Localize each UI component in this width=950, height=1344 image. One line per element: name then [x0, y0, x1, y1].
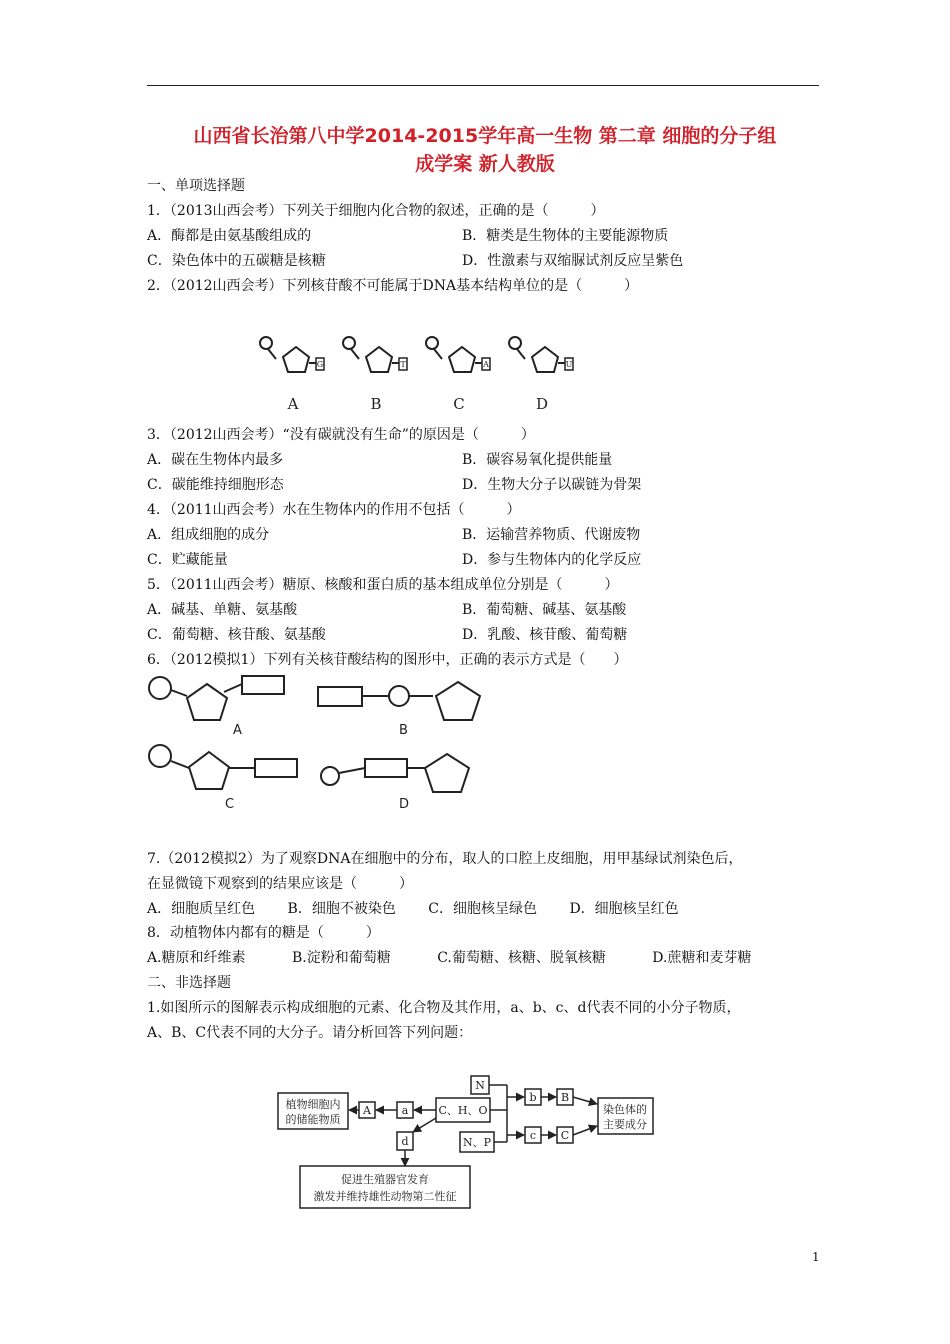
q5-option-a: A．碱基、单糖、氨基酸 [147, 602, 298, 618]
small-molecule-c: c [529, 1129, 537, 1142]
q2-nucleotide-a [260, 337, 324, 413]
q2-base-d: U [565, 360, 573, 369]
function-text-1: 促进生殖器官发育 [341, 1173, 429, 1186]
q1-option-d: D．性激素与双缩脲试剂反应呈紫色 [462, 253, 684, 269]
q5-option-d: D．乳酸、核苷酸、葡萄糖 [462, 627, 628, 643]
q3-option-d: D．生物大分子以碳链为骨架 [462, 477, 642, 493]
macromolecule-c: C [560, 1129, 570, 1142]
q5-stem: 5．（2011山西会考）糖原、核酸和蛋白质的基本组成单位分别是（ ） [147, 577, 619, 593]
q6-option-d-figure [321, 754, 469, 812]
page-number: 1 [812, 1250, 820, 1264]
small-molecule-a: a [401, 1104, 409, 1117]
section-heading-1: 一、单项选择题 [147, 178, 245, 194]
q1-option-a: A．酶都是由氨基酸组成的 [147, 228, 312, 244]
q2-stem: 2．（2012山西会考）下列核苷酸不可能属于DNA基本结构单位的是（ ） [147, 278, 639, 294]
nq1-stem-line-2: A、B、C代表不同的大分子。请分析回答下列问题： [147, 1025, 473, 1041]
title-line-1: 山西省长治第八中学2014-2015学年高一生物 第二章 细胞的分子组 [193, 125, 777, 147]
small-molecule-b: b [529, 1091, 537, 1104]
q6-label-d: D [399, 797, 410, 812]
np-elements: N、P [462, 1136, 492, 1149]
q2-nucleotide-b [343, 337, 407, 413]
q8-options: A.糖原和纤维素 B.淀粉和葡萄糖 C.葡萄糖、核糖、脱氧核糖 D.蔗糖和麦芽糖 [147, 950, 752, 966]
q2-nucleotide-figure [250, 325, 590, 420]
q6-structure-figure [145, 672, 495, 817]
q2-label-c: C [453, 395, 465, 413]
q2-label-b: B [370, 395, 382, 413]
q2-label-d: D [535, 395, 549, 413]
q6-stem: 6．（2012模拟1）下列有关核苷酸结构的图形中，正确的表示方式是（ ） [147, 652, 628, 668]
title-line-2: 成学案 新人教版 [415, 153, 555, 175]
q6-option-b-figure [318, 682, 480, 738]
header-rule [147, 85, 819, 86]
q7-stem-line-2: 在显微镜下观察到的结果应该是（ ） [147, 876, 413, 892]
q4-option-d: D．参与生物体内的化学反应 [462, 552, 642, 568]
q6-option-a-figure [149, 676, 284, 738]
q5-option-c: C．葡萄糖、核苷酸、氨基酸 [147, 627, 326, 643]
q1-stem: 1．（2013山西会考）下列关于细胞内化合物的叙述，正确的是（ ） [147, 203, 605, 219]
q3-stem: 3．（2012山西会考）“没有碳就没有生命”的原因是（ ） [147, 427, 535, 443]
q7-stem-line-1: 7.（2012模拟2）为了观察DNA在细胞中的分布，取人的口腔上皮细胞，用甲基绿试剂染色后， [147, 851, 743, 867]
function-text-2: 激发并维持雄性动物第二性征 [313, 1190, 457, 1203]
q7-options: A．细胞质呈红色 B．细胞不被染色 C．细胞核呈绿色 D．细胞核呈红色 [147, 901, 679, 917]
nitrogen-element: N [475, 1079, 485, 1092]
q5-option-b: B．葡萄糖、碱基、氨基酸 [462, 602, 627, 618]
storage-text-2: 的储能物质 [285, 1113, 341, 1126]
q1-option-b: B．糖类是生物体的主要能源物质 [462, 228, 669, 244]
q2-base-b: T [400, 360, 406, 369]
nq1-stem-line-1: 1.如图所示的图解表示构成细胞的元素、化合物及其作用，a、b、c、d代表不同的小分子物质， [147, 1000, 741, 1016]
q4-option-c: C．贮藏能量 [147, 552, 228, 568]
section-heading-2: 二、非选择题 [147, 975, 231, 991]
q4-option-b: B．运输营养物质、代谢废物 [462, 527, 641, 543]
q4-stem: 4．（2011山西会考）水在生物体内的作用不包括（ ） [147, 502, 521, 518]
q8-stem: 8．动植物体内都有的糖是（ ） [147, 925, 380, 941]
q2-nucleotide-c [426, 337, 490, 413]
q3-option-c: C．碳能维持细胞形态 [147, 477, 284, 493]
composition-flow-diagram [275, 1070, 665, 1215]
small-molecule-d: d [401, 1135, 409, 1148]
q2-nucleotide-d [509, 337, 573, 413]
q2-base-c: A [483, 360, 489, 369]
q6-label-b: B [399, 723, 408, 738]
q3-option-b: B．碳容易氧化提供能量 [462, 452, 613, 468]
chromosome-text-1: 染色体的 [603, 1103, 647, 1116]
macromolecule-a: A [363, 1104, 371, 1117]
q4-option-a: A．组成细胞的成分 [147, 527, 270, 543]
q6-option-c-figure [149, 745, 297, 812]
q6-label-c: C [225, 797, 235, 812]
macromolecule-b: B [560, 1091, 570, 1104]
q2-label-a: A [287, 395, 299, 413]
page-title [140, 122, 830, 178]
storage-text-1: 植物细胞内 [285, 1098, 341, 1111]
q1-option-c: C．染色体中的五碳糖是核糖 [147, 253, 326, 269]
chromosome-text-2: 主要成分 [603, 1118, 647, 1131]
q2-base-a: G [316, 360, 324, 369]
cho-elements: C、H、O [438, 1104, 488, 1117]
q6-label-a: A [233, 723, 242, 738]
q3-option-a: A．碳在生物体内最多 [147, 452, 284, 468]
